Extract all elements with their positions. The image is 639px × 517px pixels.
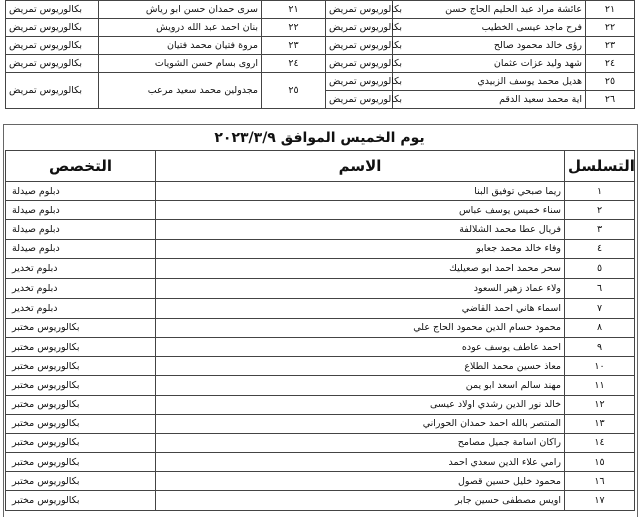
- name-cell: معاذ حسين محمد الطلاع: [156, 357, 565, 376]
- table-row: [6, 73, 635, 91]
- name-cell: رامي علاء الدين سعدي احمد: [156, 453, 565, 472]
- table-row: [6, 1, 635, 19]
- sequence-cell: ١٧: [565, 491, 635, 510]
- specialization-cell: بكالوريوس تمريض: [326, 73, 393, 91]
- date-title: يوم الخميس الموافق ٢٠٢٣/٣/٩: [214, 130, 425, 146]
- name-cell: راكان اسامة جميل مصامح: [156, 433, 565, 452]
- table-row: [6, 220, 635, 239]
- table-row: [6, 201, 635, 220]
- sequence-cell: ١: [565, 182, 635, 201]
- specialization-cell: بكالوريوس تمريض: [6, 37, 99, 55]
- sequence-cell: ٧: [565, 298, 635, 318]
- specialization-cell: دبلوم صيدلة: [6, 201, 156, 220]
- specialization-cell: بكالوريوس مختبر: [6, 337, 156, 356]
- sequence-cell: ١١: [565, 376, 635, 395]
- sequence-cell: ٢٥: [586, 73, 635, 91]
- table-row: [6, 453, 635, 472]
- name-cell: ولاء عماد زهير السعود: [156, 278, 565, 298]
- schedule-table: [5, 150, 635, 511]
- table-row: [6, 472, 635, 491]
- sequence-cell: ٨: [565, 318, 635, 337]
- name-cell: مهند سالم اسعد ابو يمن: [156, 376, 565, 395]
- sequence-cell: ٢٥: [262, 73, 326, 109]
- specialization-cell: دبلوم صيدلة: [6, 239, 156, 258]
- specialization-cell: بكالوريوس تمريض: [6, 73, 99, 109]
- name-cell: سحر محمد احمد ابو صعيليك: [156, 258, 565, 278]
- name-cell: اسماء هاني احمد القاضي: [156, 298, 565, 318]
- specialization-cell: بكالوريوس مختبر: [6, 376, 156, 395]
- name-cell: بنان احمد عبد الله درويش: [99, 19, 262, 37]
- sequence-cell: ٢١: [262, 1, 326, 19]
- specialization-cell: بكالوريوس تمريض: [326, 55, 393, 73]
- name-cell: محمود حسام الدين محمود الحاج علي: [156, 318, 565, 337]
- specialization-cell: بكالوريوس مختبر: [6, 395, 156, 414]
- name-cell: رؤى خالد محمود صالح: [393, 37, 586, 55]
- sequence-cell: ٢٢: [262, 19, 326, 37]
- table-row: [6, 357, 635, 376]
- sequence-cell: ٢٤: [586, 55, 635, 73]
- table-row: [6, 337, 635, 356]
- specialization-cell: بكالوريوس تمريض: [6, 19, 99, 37]
- table-row: [6, 55, 635, 73]
- name-cell: احمد عاطف يوسف عوده: [156, 337, 565, 356]
- sequence-cell: ٢٣: [262, 37, 326, 55]
- name-cell: عائشة مراد عبد الحليم الحاج حسن: [393, 1, 586, 19]
- sequence-cell: ١٥: [565, 453, 635, 472]
- header-sequence: التسلسل: [565, 151, 635, 182]
- table-row: [6, 318, 635, 337]
- header-specialization: التخصص: [6, 151, 156, 182]
- table-row: [6, 395, 635, 414]
- name-cell: فرح ماجد عيسى الخطيب: [393, 19, 586, 37]
- specialization-cell: بكالوريوس تمريض: [326, 19, 393, 37]
- sequence-cell: ٩: [565, 337, 635, 356]
- specialization-cell: بكالوريوس مختبر: [6, 357, 156, 376]
- table-row: [6, 239, 635, 258]
- sequence-cell: ٣: [565, 220, 635, 239]
- table-row: [6, 433, 635, 452]
- specialization-cell: دبلوم تخدير: [6, 278, 156, 298]
- sequence-cell: ٢٤: [262, 55, 326, 73]
- name-cell: اروى بسام حسن الشويات: [99, 55, 262, 73]
- header-name: الاسم: [156, 151, 565, 182]
- table-row: [6, 258, 635, 278]
- name-cell: محمود خليل حسين قصول: [156, 472, 565, 491]
- specialization-cell: بكالوريوس تمريض: [326, 37, 393, 55]
- name-cell: ريما صبحي توفيق البنا: [156, 182, 565, 201]
- specialization-cell: بكالوريوس تمريض: [6, 55, 99, 73]
- name-cell: شهد وليد عزات عثمان: [393, 55, 586, 73]
- specialization-cell: بكالوريوس مختبر: [6, 491, 156, 510]
- specialization-cell: دبلوم صيدلة: [6, 182, 156, 201]
- sequence-cell: ٢٣: [586, 37, 635, 55]
- specialization-cell: دبلوم صيدلة: [6, 220, 156, 239]
- specialization-cell: بكالوريوس مختبر: [6, 414, 156, 433]
- sequence-cell: ٥: [565, 258, 635, 278]
- sequence-cell: ١٣: [565, 414, 635, 433]
- sequence-cell: ١٦: [565, 472, 635, 491]
- specialization-cell: بكالوريوس مختبر: [6, 453, 156, 472]
- previous-list-table: [5, 0, 635, 109]
- sequence-cell: ٦: [565, 278, 635, 298]
- sequence-cell: ١٤: [565, 433, 635, 452]
- table-row: [6, 37, 635, 55]
- name-cell: فريال عطا محمد الشلالفة: [156, 220, 565, 239]
- sequence-cell: ٢٦: [586, 91, 635, 109]
- table-row: [6, 491, 635, 510]
- specialization-cell: دبلوم تخدير: [6, 258, 156, 278]
- name-cell: خالد نور الدين رشدي اولاد عيسى: [156, 395, 565, 414]
- sequence-cell: ٤: [565, 239, 635, 258]
- table-row: [6, 278, 635, 298]
- header-row: [6, 151, 635, 182]
- sequence-cell: ٢: [565, 201, 635, 220]
- specialization-cell: بكالوريوس تمريض: [326, 91, 393, 109]
- name-cell: المنتصر بالله احمد حمدان الحوراني: [156, 414, 565, 433]
- name-cell: هديل محمد يوسف الزبيدي: [393, 73, 586, 91]
- specialization-cell: بكالوريوس مختبر: [6, 318, 156, 337]
- table-row: [6, 414, 635, 433]
- specialization-cell: بكالوريوس تمريض: [6, 1, 99, 19]
- sequence-cell: ٢٢: [586, 19, 635, 37]
- name-cell: اويس مصطفى حسين جابر: [156, 491, 565, 510]
- specialization-cell: بكالوريوس تمريض: [326, 1, 393, 19]
- table-row: [6, 182, 635, 201]
- name-cell: مروة فتيان محمد فتيان: [99, 37, 262, 55]
- specialization-cell: بكالوريوس مختبر: [6, 472, 156, 491]
- table-row: [6, 19, 635, 37]
- name-cell: مجدولين محمد سعيد مرعب: [99, 73, 262, 109]
- name-cell: سناء خميس يوسف عباس: [156, 201, 565, 220]
- sequence-cell: ١٢: [565, 395, 635, 414]
- table-row: [6, 376, 635, 395]
- specialization-cell: دبلوم تخدير: [6, 298, 156, 318]
- table-row: [6, 298, 635, 318]
- name-cell: وفاء خالد محمد جعابو: [156, 239, 565, 258]
- sequence-cell: ١٠: [565, 357, 635, 376]
- specialization-cell: بكالوريوس مختبر: [6, 433, 156, 452]
- sequence-cell: ٢١: [586, 1, 635, 19]
- name-cell: اية محمد سعيد الدقم: [393, 91, 586, 109]
- name-cell: سرى حمدان حسن ابو رياش: [99, 1, 262, 19]
